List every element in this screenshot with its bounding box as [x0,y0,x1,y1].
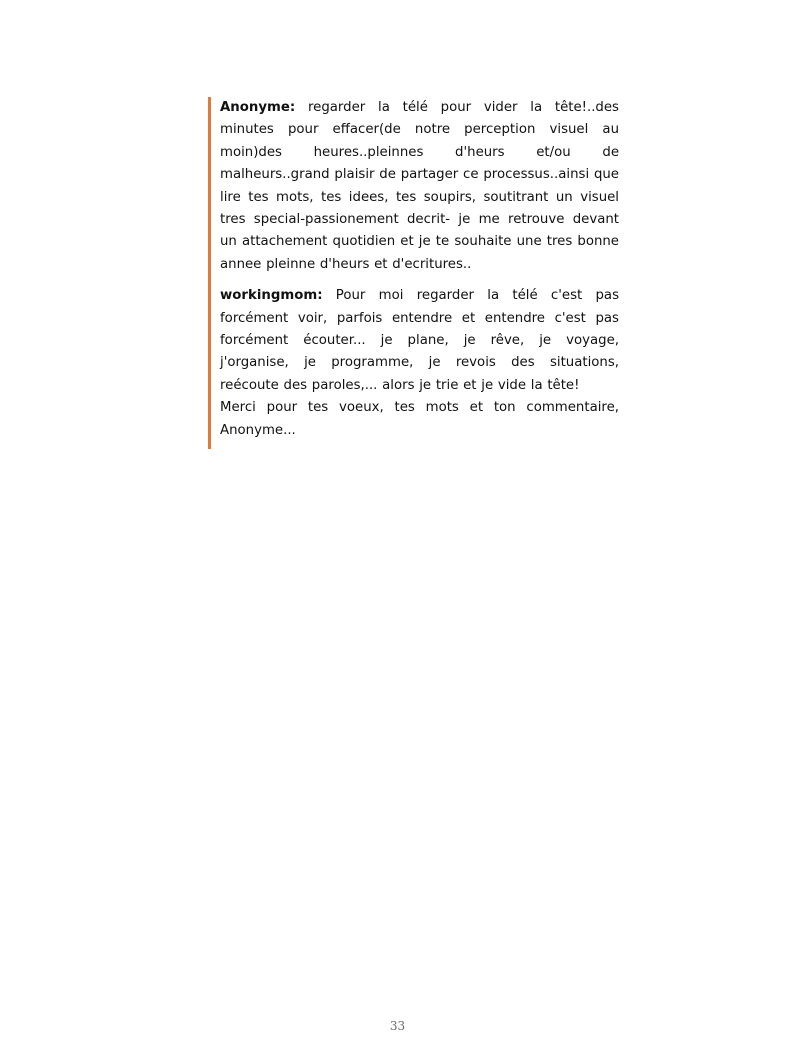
comment-author: workingmom: [220,288,323,304]
comment-workingmom [220,285,619,442]
page-number: 33 [389,1019,406,1033]
comment-text: Pour moi regarder la télé c'est pas forcément voir, parfois entendre et entendre c'est pas forcément écouter... je plane, je rêve, je voyage, j'organise, je programme, je revois des situations, reécoute des paroles,... alors je trie et je vide la tête! [220,288,619,393]
comment-text: regarder la télé pour vider la tête!..des minutes pour effacer(de notre perception visuel au moin)des heures..pleinnes d'heurs et/ou de malheurs..grand plaisir de partager ce processus..ainsi que lire tes mots, tes idees, tes soupirs, soutitrant un visuel tres special-passionement decrit- je me retrouve devant un attachement quotidien et je te souhaite une tres bonne annee pleinne d'heurs et d'ecritures.. [220,100,619,272]
comment-thread [208,97,619,449]
comment-author: Anonyme: [220,100,296,115]
comment-anonyme [220,97,619,276]
comment-text-continued: Merci pour tes voeux, tes mots et ton commentaire, Anonyme... [220,400,619,438]
